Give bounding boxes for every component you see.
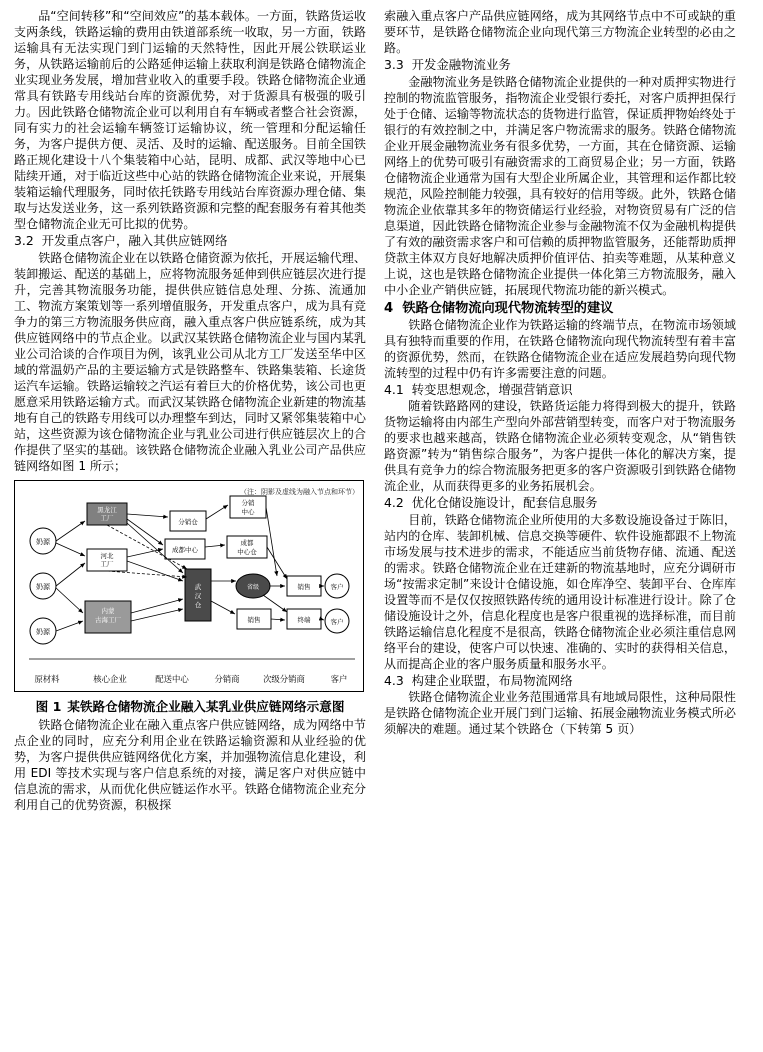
- section-title: 构建企业联盟，布局物流网络: [411, 672, 573, 688]
- paragraph-left-3: 铁路仓储物流企业在融入重点客户供应链网络，成为网络中节点企业的同时，应充分利用企业在铁路运输资源和从业经验的优势，为客户提供供应链网络优化方案，并加强物流信息化建设，利用 EDI 等技术实现与客户信息系统的对接，满足客户对供应链中信息流的需求，从而优化供应链运作水平。铁路仓储物流企业充分利用自己的优势资源，积极探: [14, 717, 366, 812]
- svg-text:黑龙江: 黑龙江: [97, 505, 117, 514]
- svg-text:中心: 中心: [241, 507, 255, 516]
- svg-text:工厂: 工厂: [100, 513, 114, 522]
- section-title: 优化仓储设施设计，配套信息服务: [411, 495, 598, 510]
- svg-text:工厂: 工厂: [100, 559, 114, 568]
- section-heading-4-2: [384, 495, 736, 512]
- axis-label-2: 配送中心: [155, 673, 189, 684]
- left-column: [14, 8, 366, 1042]
- axis-label-0: 原材料: [34, 673, 60, 684]
- axis-label-3: 分销商: [214, 673, 240, 684]
- section-number: 3.2: [14, 233, 34, 248]
- figure-axis-labels: [15, 671, 363, 687]
- paragraph-right-1: 索融入重点客户产品供应链网络，成为其网络节点中不可或缺的重要环节，是铁路仓储物流企业向现代第三方物流企业转型的必由之路。: [384, 9, 736, 55]
- svg-text:武: 武: [194, 582, 202, 591]
- svg-text:内蒙: 内蒙: [101, 606, 115, 615]
- svg-text:成都中心: 成都中心: [172, 545, 198, 554]
- figure-caption-label: 图 1: [35, 698, 62, 714]
- section-number: 4.3: [384, 672, 404, 688]
- right-column: [384, 8, 736, 1042]
- axis-label-4: 次级分销商: [263, 673, 305, 684]
- paragraph-left-2: 铁路仓储物流企业在以铁路仓储资源为依托，开展运输代理、装卸搬运、配送的基础上，应将物流服务延伸到供应链层次进行提升，完善其物流服务功能，提供供应链信息处理、分拣、流通加工、物流方案策划等一系列增值服务，开发重点客户，成为具有竞争力的第三方物流服务供应商，融入重点客户供应链系统，成为其供应链网络中的节点企业。以武汉某铁路仓储物流企业与国内某乳业公司洽谈的合作项目为例，该乳业公司从北方工厂发送至华中区域的常温奶产品的主要运输方式是铁路整车、铁路集装箱、长途货运汽车运输。铁路运输较之汽运有着巨大的价格优势，该公司也更愿意采用铁路运输方式。而武汉某铁路仓储物流企业新建的物流基地有自己的铁路专用线可以办理整车到达，同时又紧邻集装箱中心站，这些资源为该仓储物流企业与乳业公司进行供应链层次上的合作提供了坚实的基础。该铁路仓储物流企业融入乳业公司产品供应链网络如图 1 所示；: [14, 250, 366, 473]
- section-title: 转变思想观念，增强营销意识: [411, 381, 573, 397]
- svg-text:终端: 终端: [297, 615, 311, 624]
- section-heading-4-3: [384, 673, 736, 690]
- svg-text:分销: 分销: [241, 498, 255, 507]
- section-number: 4: [384, 300, 394, 316]
- svg-text:客户: 客户: [330, 617, 344, 626]
- supply-chain-diagram: [15, 481, 365, 693]
- svg-text:奶源: 奶源: [36, 582, 50, 591]
- section-number: 3.3: [384, 57, 404, 72]
- section-title: 开发金融物流业务: [411, 57, 511, 72]
- section-title: 铁路仓储物流向现代物流转型的建议: [402, 300, 614, 316]
- paragraph-left-1: 品“空间转移”和“空间效应”的基本载体。一方面，铁路货运收支两条线，铁路运输的费用由铁道部系统一收取，另一方面，铁路运输具有无法实现门到门运输的天然特性，因此开展公铁联运业务，从铁路运输前后的公路延伸运输上获取利润是铁路仓储物流企业实现业务发展，增加营业收入的重要手段。铁路仓储物流企业通常具有铁路专用线站台库的资源优势，对于货源具有极强的吸引力。因此铁路仓储物流企业可以利用自有车辆或者整合社会资源，同有实力的社会运输车辆签订运输协议，统一管理和分配运输任务，为客户提供方便、灵活、及时的运输、配送服务。目前全国铁路正规化建设十八个集装箱中心站，昆明、成都、武汉等地中心已陆续开通，对于临近这些中心站的铁路仓储物流企业来说，开展集装箱运输代理服务，同时依托铁路专用线站台库资源办理仓储、集取与达发送业务，这一系列铁路资源和完整的配套服务有着其他类型仓储物流企业无可比拟的优势。: [14, 9, 366, 231]
- section-heading-4-1: [384, 382, 736, 399]
- figure-1-canvas: [14, 480, 364, 692]
- figure-caption-text: 某铁路仓储物流企业融入某乳业供应链网络示意图: [67, 698, 345, 714]
- paragraph-right-2: 金融物流业务是铁路仓储物流企业提供的一种对质押实物进行控制的物流监管服务，指物流企业受银行委托，对客户质押担保行处于仓储、运输等物流状态的货物进行监管，保证质押物始终处于银行的有效控制之中，并满足客户物流需求的服务。铁路仓储物流企业开展金融物流业务有很多优势，一方面，其在仓储资源、运输网络上的优势可吸引有融资需求的工商贸易企业；另一方面，铁路仓储物流企业通常为国有大型企业所属企业，其管理和运作都比较规范，风险控制能力较强，具有较好的信用等级。此外，铁路仓储物流企业依靠其多年的物资储运行业经验，对物资贸易有广泛的信息渠道，因此铁路仓储物流企业参与金融物流不仅为金融机构提供了有效的融资需求客户和可信赖的质押物监管服务，还能帮助质押贷款主体双方良好地解决质押价值评估、拍卖等难题，从某种意义上说，这也是铁路仓储物流企业提供一体化第三方物流服务，融入中小企业产销供应链，拓展现代物流功能的新兴模式。: [384, 74, 736, 297]
- section-number: 4.1: [384, 381, 404, 397]
- figure-note: （注：阴影及虚线为融入节点和环节）: [240, 487, 359, 496]
- paragraph-right-4: 随着铁路路网的建设，铁路货运能力将得到极大的提升，铁路货物运输将由内部生产型向外部营销型转变，而客户对于物流服务的要求也越来越高，铁路仓储物流企业必须转变观念，从“销售铁路资源”转为“销售综合服务”，为客户提供一体化的解决方案，提供具有竞争力的综合物流服务把更多的客户资源吸引到铁路仓储物流企业，从而获得更多的业务拓展机会。: [384, 399, 736, 493]
- svg-text:成都: 成都: [240, 538, 254, 547]
- svg-text:古海工厂: 古海工厂: [95, 615, 121, 624]
- paragraph-right-6: 铁路仓储物流企业业务范围通常具有地域局限性，这种局限性是铁路仓储物流企业开展门到门运输、拓展金融物流业务模式所必须解决的难题。通过某个铁路仓（下转第 5 页）: [384, 690, 736, 736]
- axis-label-1: 核心企业: [93, 673, 127, 684]
- figure-1-caption: [14, 699, 366, 715]
- section-number: 4.2: [384, 495, 404, 510]
- figure-1: [14, 480, 366, 715]
- section-heading-3-2: [14, 233, 366, 250]
- axis-label-5: 客户: [330, 673, 348, 684]
- svg-text:中心仓: 中心仓: [237, 547, 257, 556]
- svg-text:奶源: 奶源: [36, 627, 50, 636]
- paragraph-right-5: 目前，铁路仓储物流企业所使用的大多数设施设备过于陈旧，站内的仓库、装卸机械、信息交换等硬件、软件设施都跟不上物流市场发展与技术进步的需求，不能适应当前货物存储、流通、配送的需求。铁路仓储物流企业在迁建新的物流基地时，应充分调研市场“按需求定制”来设计仓储设施，如仓库净空、装卸平台、仓库库设置等而不是仅仅按照铁路传统的通用设计标准进行设计。除了仓储设施设计之外，信息化程度也是客户很重视的选择标准，而目前铁路运输信息化程度不是很高，铁路仓储物流企业必须注重信息网络平台的建设，使客户可以快速、准确的、实时的获得相关信息，从而提高企业的客户服务质量和服务水平。: [384, 512, 736, 671]
- svg-text:分销仓: 分销仓: [178, 517, 198, 526]
- section-heading-3-3: [384, 57, 736, 74]
- svg-text:销售: 销售: [247, 615, 261, 624]
- svg-text:汉: 汉: [194, 591, 202, 600]
- svg-text:省级: 省级: [246, 583, 260, 591]
- section-heading-4: [384, 300, 736, 317]
- svg-text:销售: 销售: [297, 582, 311, 591]
- section-title: 开发重点客户，融入其供应链网络: [41, 233, 228, 248]
- svg-text:客户: 客户: [330, 582, 344, 591]
- svg-text:河北: 河北: [100, 551, 114, 560]
- svg-text:奶源: 奶源: [36, 537, 50, 546]
- paragraph-right-3: 铁路仓储物流企业作为铁路运输的终端节点，在物流市场领域具有独特而重要的作用，在铁路仓储物流向现代物流转型有着丰富的资源优势，然而，在铁路仓储物流企业在适应发展趋势向现代物流转型的过程中仍有许多需要注意的问题。: [384, 317, 736, 380]
- svg-text:仓: 仓: [194, 600, 202, 609]
